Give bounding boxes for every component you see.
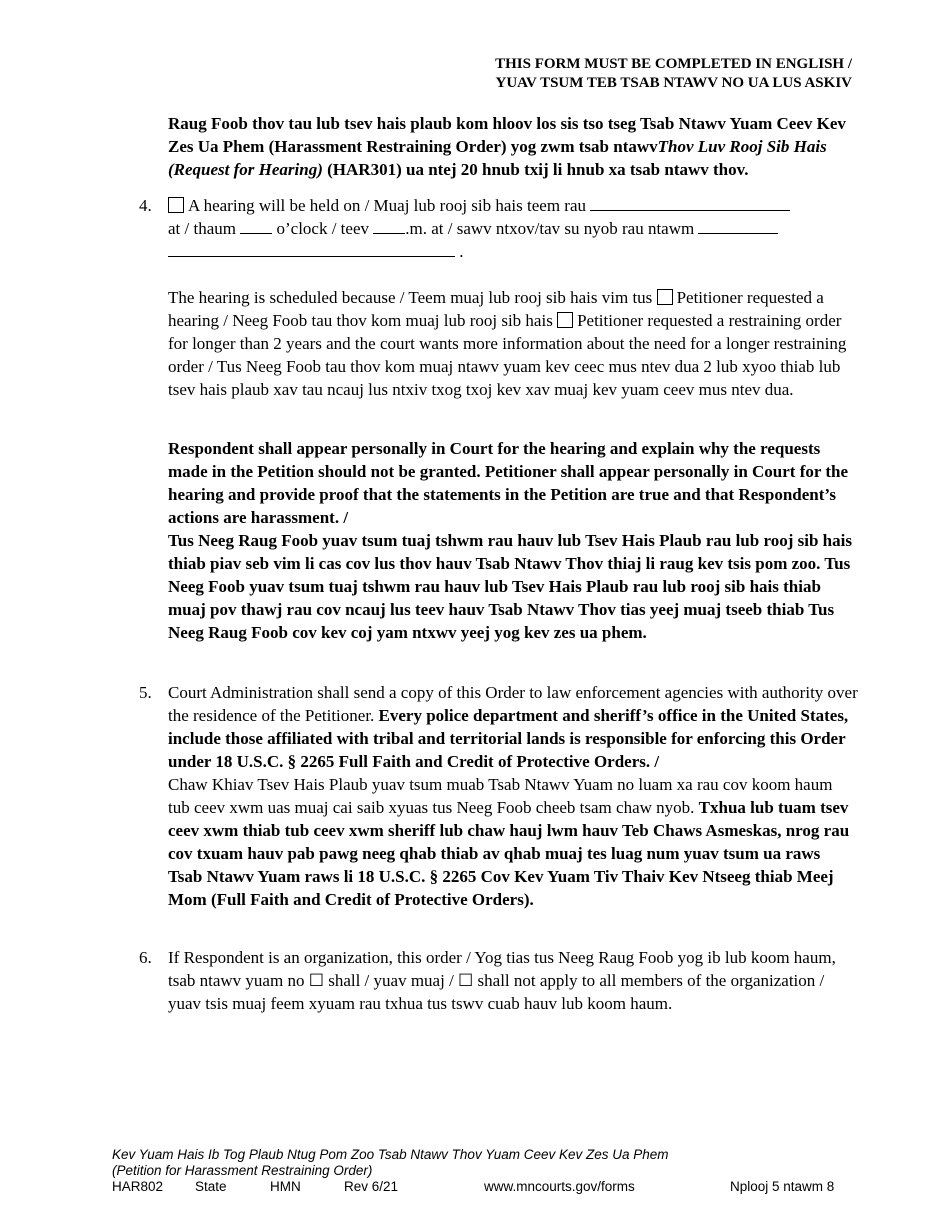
footer-meta-row <box>112 1179 835 1196</box>
request-for-hearing-title: Thov Luv Rooj Sib Hais (Request for Hearing) <box>168 137 827 179</box>
page-footer <box>112 1147 835 1196</box>
hearing-held-label: A hearing will be held on / Muaj lub rooj sib hais teem rau <box>188 196 587 215</box>
hearing-at-label: at / thaum <box>168 219 236 238</box>
petitioner-requested-hearing-label: Petitioner requested a hearing / Neeg Foob tau thov kom muaj lub rooj sib hais <box>168 288 824 330</box>
hearing-location-field-2[interactable] <box>168 241 455 257</box>
shall-apply-checkbox[interactable]: ☐ <box>308 971 324 990</box>
footer-url[interactable]: www.mncourts.gov/forms <box>484 1179 635 1194</box>
footer-title-english: (Petition for Harassment Restraining Order) <box>112 1163 373 1178</box>
item-5-paragraph <box>168 681 858 911</box>
item-5-number: 5. <box>139 683 152 702</box>
hearing-ampm-field[interactable] <box>373 218 405 234</box>
hearing-reason-intro: The hearing is scheduled because / Teem muaj lub rooj sib hais vim tus <box>168 288 653 307</box>
intro-bold-b: (HAR301) ua ntej 20 hnub txij li hnub xa tsab ntawv thov. <box>322 160 749 179</box>
footer-title-hmong: Kev Yuam Hais Ib Tog Plaub Ntug Pom Zoo Tsab Ntawv Thov Yuam Ceev Kev Zes Ua Phem <box>112 1147 669 1162</box>
shall-not-apply-checkbox[interactable]: ☐ <box>458 971 474 990</box>
language-notice-line1: THIS FORM MUST BE COMPLETED IN ENGLISH / <box>495 56 852 72</box>
item-5-hmong-plain: Chaw Khiav Tsev Hais Plaub yuav tsum muab Tsab Ntawv Yuam no luam xa rau cov koom haum tub ceev xwm uas muaj cai saib xyuas tus Neeg Foob cheeb tsam chaw nyob. <box>168 775 833 817</box>
item-5-hmong-bold: Txhua lub tuam tsev ceev xwm thiab tub ceev xwm sheriff lub chaw hauj lwm hauv Teb Chaws Asmeskas, nrog rau cov txuam hauv pab pawg neeg qhab thiab av qhab muaj tes luag num yuav tsum ua raws Tsab Ntawv Yuam raws li 18 U.S.C. § 2265 Cov Kev Yuam Tiv Thaiv Kev Ntseeg thiab Meej Mom (Full Faith and Credit of Protective Orders). <box>168 798 850 909</box>
intro-bold-a: Raug Foob thov tau lub tsev hais plaub kom hloov los sis tso tseg Tsab Ntawv Yuam Ceev Kev Zes Ua Phem (Harassment Restraining Order) yog zwm tsab ntawv <box>168 114 846 156</box>
hearing-oclock-label: o’clock / teev <box>276 219 369 238</box>
footer-state: State <box>195 1179 227 1194</box>
item-6-text-a: If Respondent is an organization, this order / Yog tias tus Neeg Raug Foob yog ib lub koom haum, tsab ntawv yuam no <box>168 948 836 990</box>
appearance-english: Respondent shall appear personally in Court for the hearing and explain why the requests made in the Petition should not be granted. Petitioner shall appear personally in Court for the hearing and provide proof that the statements in the Petition are true and that Respondent’s actions are harassment. / <box>168 439 849 527</box>
language-notice-line2: YUAV TSUM TEB TSAB NTAWV NO UA LUS ASKIV <box>495 75 852 91</box>
footer-page-number: Nplooj 5 ntawm 8 <box>730 1179 835 1194</box>
footer-language: HMN <box>270 1179 301 1194</box>
hearing-reason-paragraph <box>168 286 858 401</box>
item-4-hearing-line <box>168 194 858 263</box>
intro-paragraph <box>168 112 858 181</box>
item-5-english-plain: Court Administration shall send a copy of this Order to law enforcement agencies with authority over the residence of the Petitioner. <box>168 683 858 725</box>
item-5-english-bold: Every police department and sheriff’s office in the United States, include those affiliated with tribal and territorial lands is responsible for enforcing this Order under 18 U.S.C. § 2265 Full Faith and Credit of Protective Orders. / <box>168 706 849 771</box>
footer-revision: Rev 6/21 <box>344 1179 399 1194</box>
hearing-location-label: .m. at / sawv ntxov/tav su nyob rau ntawm <box>405 219 695 238</box>
item-4-number: 4. <box>139 196 152 215</box>
item-6-text-b: shall / yuav muaj / <box>323 971 459 990</box>
appearance-paragraph <box>168 437 858 644</box>
hearing-date-field[interactable] <box>590 195 790 211</box>
item-6-text-c: shall not apply to all members of the organization / yuav tsis muaj feem xyuam rau txhua tus tswv cuab hauv lub koom haum. <box>168 971 825 1013</box>
item-6-number: 6. <box>139 948 152 967</box>
petitioner-requested-hearing-checkbox[interactable] <box>657 289 673 305</box>
appearance-hmong: Tus Neeg Raug Foob yuav tsum tuaj tshwm rau hauv lub Tsev Hais Plaub rau lub rooj sib hais thiab piav seb vim li cas cov lus thov hauv Tsab Ntawv Thov thiaj li raug kev tsis pom zoo. Tus Neeg Foob yuav tsum tuaj tshwm rau hauv lub Tsev Hais Plaub rau lub rooj sib hais thiab muaj pov thawj rau cov ncauj lus teev hauv Tsab Ntawv Thov tias yeej muaj tseeb thiab Tus Neeg Raug Foob cov kev coj yam ntxwv yeej yog kev zes ua phem. <box>168 531 852 642</box>
hearing-location-end: . <box>459 242 464 261</box>
hearing-hour-field[interactable] <box>240 218 272 234</box>
longer-order-checkbox[interactable] <box>557 312 573 328</box>
hearing-checkbox[interactable] <box>168 197 184 213</box>
language-notice <box>495 55 852 93</box>
longer-order-label: Petitioner requested a restraining order for longer than 2 years and the court wants more information about the need for a longer restraining order / Tus Neeg Foob tau thov kom muaj ntawv yuam kev ceec mus ntev dua 2 lub xyoo thiab lub tsev hais plaub xav tau ncauj lus ntxiv txog txoj kev xav muaj kev yuam ceev mus ntev dua. <box>168 311 847 399</box>
footer-form-id: HAR802 <box>112 1179 164 1194</box>
hearing-location-field[interactable] <box>698 218 778 234</box>
item-6-paragraph <box>168 946 858 1015</box>
